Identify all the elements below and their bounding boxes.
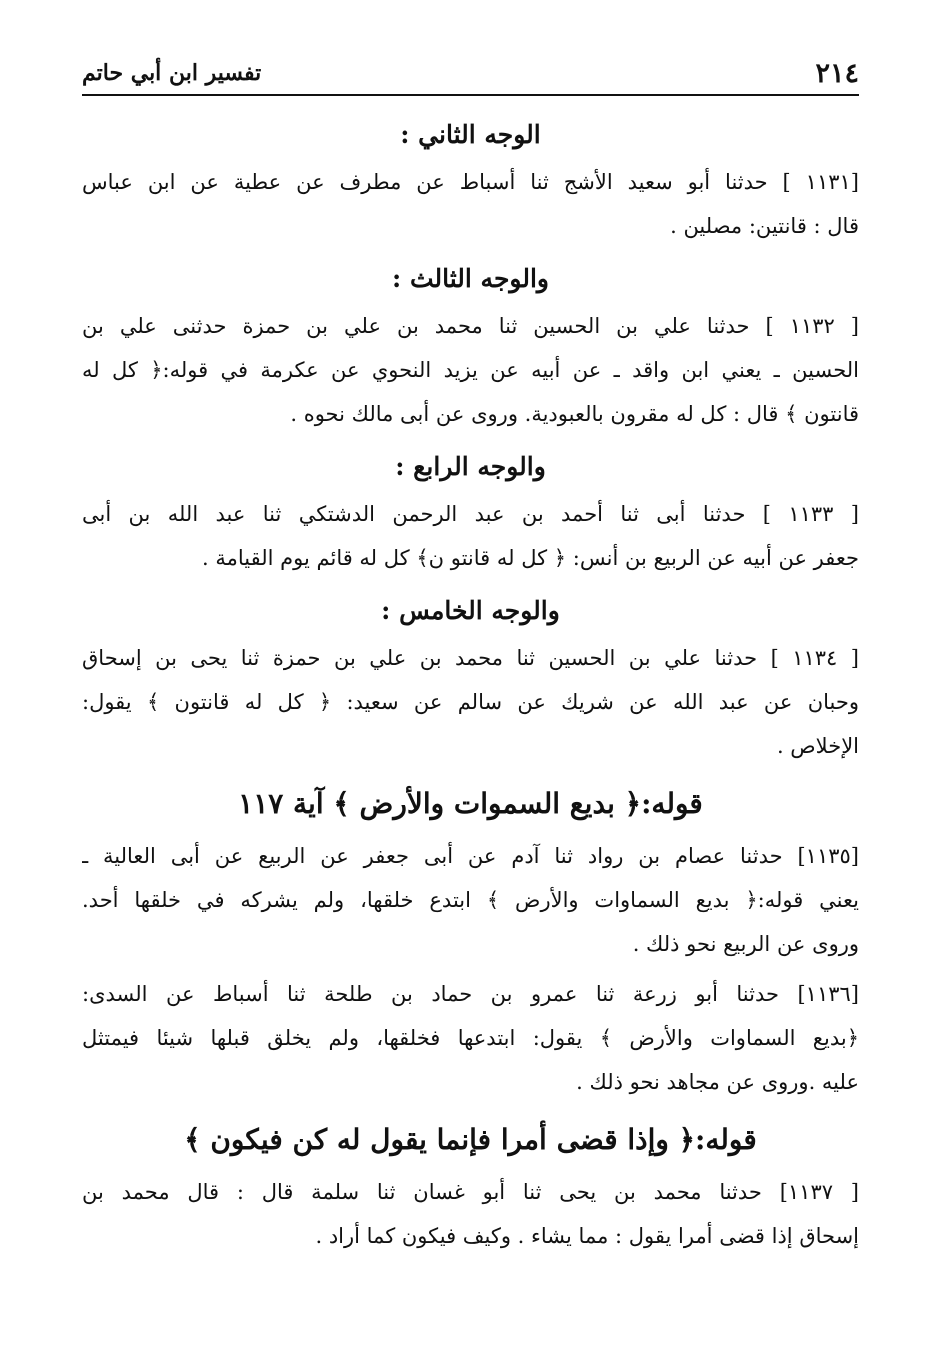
text-line: [١١٣٦] حدثنا أبو زرعة ثنا عمرو بن حماد بن طلحة ثنا أسباط عن السدى: xyxy=(82,982,859,1006)
page-header xyxy=(82,50,859,96)
text-line: وروى عن الربيع نحو ذلك . xyxy=(632,932,859,956)
text-line: [١١٣١ ] حدثنا أبو سعيد الأشج ثنا أسباط عن مطرف عن عطية عن ابن عباس xyxy=(82,170,859,194)
text-line: [ ١١٣٣ ] حدثنا أبى ثنا أحمد بن عبد الرحمن الدشتكي ثنا عبد الله بن أبى xyxy=(82,502,859,526)
section-heading: الوجه الثاني : xyxy=(400,120,541,149)
verse-heading: قوله:﴿ وإذا قضى أمرا فإنما يقول له كن فيكون ﴾ xyxy=(184,1123,757,1156)
text-line: وحبان عن عبد الله عن شريك عن سالم عن سعيد: ﴿ كل له قانتون ﴾ يقول: xyxy=(82,690,859,714)
section-heading: والوجه الرابع : xyxy=(395,452,546,481)
section-heading: والوجه الثالث : xyxy=(392,264,549,293)
hadith-paragraph xyxy=(82,972,859,1104)
section-heading: والوجه الخامس : xyxy=(381,596,560,625)
text-line: يعني قوله:﴿ بديع السماوات والأرض ﴾ ابتدع خلقها، ولم يشركه في خلقها أحد. xyxy=(82,888,859,912)
page-number: ٢١٤ xyxy=(815,58,859,89)
hadith-paragraph xyxy=(82,304,859,436)
hadith-paragraph xyxy=(82,160,859,248)
hadith-paragraph xyxy=(82,636,859,768)
page-body xyxy=(82,110,859,1264)
text-line: قال : قانتين: مصلين . xyxy=(670,214,859,238)
hadith-paragraph xyxy=(82,1170,859,1258)
text-line: الحسين ـ يعني ابن واقد ـ عن أبيه عن يزيد النحوي عن عكرمة في قوله:﴿ كل له xyxy=(82,358,859,382)
verse-heading: قوله:﴿ بديع السموات والأرض ﴾ آية ١١٧ xyxy=(238,787,703,820)
text-line: جعفر عن أبيه عن الربيع بن أنس: ﴿ كل له قانتو ن﴾ كل له قائم يوم القيامة . xyxy=(202,546,859,570)
hadith-paragraph xyxy=(82,834,859,966)
text-line: [ ١١٣٤ ] حدثنا علي بن الحسين ثنا محمد بن علي بن حمزة ثنا يحى بن إسحاق xyxy=(82,646,859,670)
text-line: [ ١١٣٧] حدثنا محمد بن يحى ثنا أبو غسان ثنا سلمة قال : قال محمد بن xyxy=(82,1180,859,1204)
text-line: ﴿بديع السماوات والأرض ﴾ يقول: ابتدعها فخلقها، ولم يخلق قبلها شيئا فيمتثل xyxy=(82,1026,859,1050)
text-line: [ ١١٣٢ ] حدثنا علي بن الحسين ثنا محمد بن علي بن حمزة حدثنى علي بن xyxy=(82,314,859,338)
text-line: الإخلاص . xyxy=(776,734,859,758)
text-line: [١١٣٥] حدثنا عصام بن رواد ثنا آدم عن أبى جعفر عن الربيع عن أبى العالية ـ xyxy=(82,844,859,868)
text-line: إسحاق إذا قضى أمرا يقول : مما يشاء . وكيف فيكون كما أراد . xyxy=(315,1224,859,1248)
hadith-paragraph xyxy=(82,492,859,580)
text-line: عليه .وروى عن مجاهد نحو ذلك . xyxy=(576,1070,859,1094)
running-title: تفسير ابن أبي حاتم xyxy=(82,60,262,86)
text-line: قانتون ﴾ قال : كل له مقرون بالعبودية. وروى عن أبى مالك نحوه . xyxy=(290,402,859,426)
